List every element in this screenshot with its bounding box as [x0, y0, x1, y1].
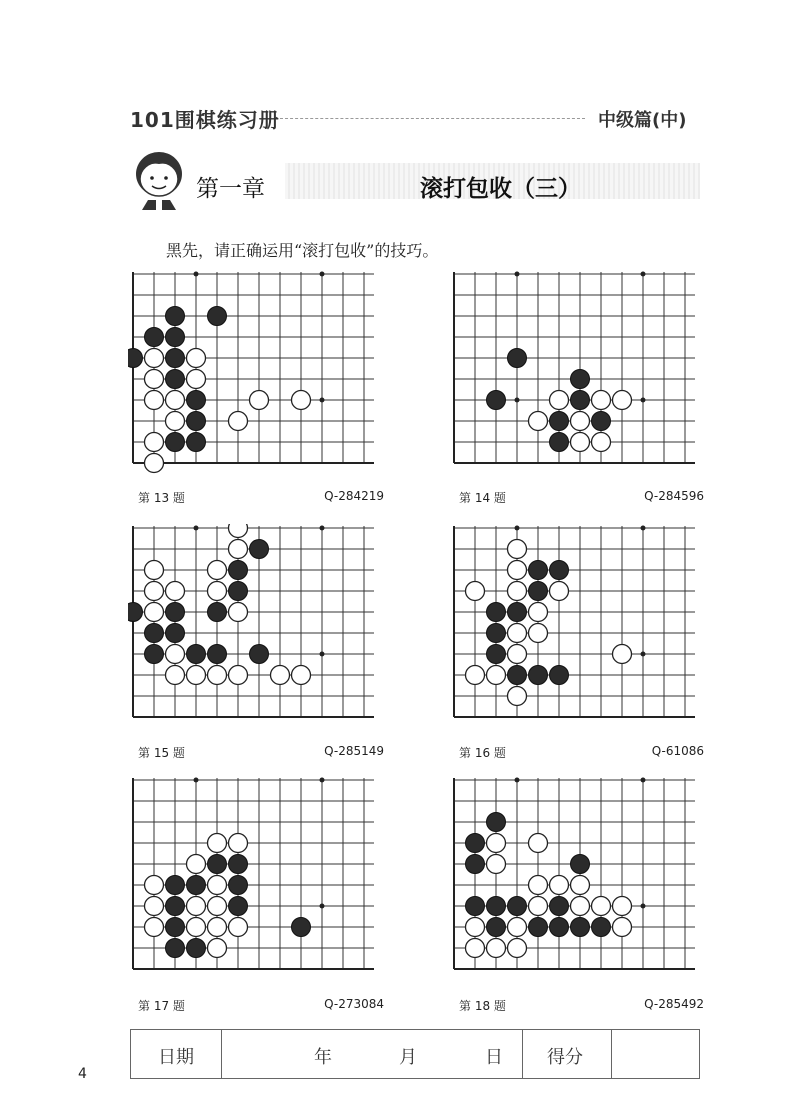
white-stone	[508, 918, 527, 937]
black-stone	[487, 624, 506, 643]
white-stone	[229, 524, 248, 538]
white-stone	[187, 918, 206, 937]
black-stone	[487, 813, 506, 832]
white-stone	[145, 349, 164, 368]
black-stone	[187, 876, 206, 895]
white-stone	[508, 582, 527, 601]
white-stone	[166, 582, 185, 601]
go-board-16	[449, 524, 705, 740]
black-stone	[529, 666, 548, 685]
white-stone	[550, 582, 569, 601]
white-stone	[208, 834, 227, 853]
white-stone	[487, 666, 506, 685]
black-stone	[571, 918, 590, 937]
white-stone	[271, 666, 290, 685]
date-entry-cell[interactable]	[222, 1030, 523, 1078]
white-stone	[208, 876, 227, 895]
black-stone	[571, 370, 590, 389]
white-stone	[145, 918, 164, 937]
workbook-title: 101围棋练习册	[130, 108, 280, 132]
black-stone	[466, 834, 485, 853]
star-point	[320, 778, 325, 783]
white-stone	[208, 897, 227, 916]
star-point	[641, 398, 646, 403]
workbook-level: 中级篇(中)	[598, 110, 687, 131]
white-stone	[229, 540, 248, 559]
white-stone	[208, 918, 227, 937]
black-stone	[166, 939, 185, 958]
white-stone	[508, 624, 527, 643]
white-stone	[529, 876, 548, 895]
black-stone	[487, 897, 506, 916]
white-stone	[529, 834, 548, 853]
child-avatar-icon	[132, 148, 186, 212]
white-stone	[187, 897, 206, 916]
black-stone	[466, 855, 485, 874]
white-stone	[187, 666, 206, 685]
chapter-number: 第一章	[196, 176, 265, 202]
white-stone	[466, 582, 485, 601]
black-stone	[250, 645, 269, 664]
white-stone	[145, 582, 164, 601]
problem-id: Q-284596	[644, 489, 704, 503]
go-board-18	[449, 776, 705, 992]
problem-number: 第 16 题	[459, 746, 506, 760]
star-point	[515, 778, 520, 783]
white-stone	[229, 666, 248, 685]
white-stone	[187, 370, 206, 389]
black-stone	[145, 328, 164, 347]
white-stone	[487, 834, 506, 853]
black-stone	[166, 433, 185, 452]
problem-id: Q-284219	[324, 489, 384, 503]
white-stone	[550, 876, 569, 895]
white-stone	[571, 897, 590, 916]
black-stone	[592, 918, 611, 937]
problem-id: Q-273084	[324, 997, 384, 1011]
star-point	[320, 652, 325, 657]
black-stone	[166, 876, 185, 895]
problem-id: Q-285149	[324, 744, 384, 758]
star-point	[320, 272, 325, 277]
black-stone	[508, 666, 527, 685]
white-stone	[613, 897, 632, 916]
white-stone	[529, 897, 548, 916]
white-stone	[466, 918, 485, 937]
star-point	[194, 778, 199, 783]
black-stone	[550, 918, 569, 937]
black-stone	[128, 603, 143, 622]
go-board-17	[128, 776, 384, 992]
white-stone	[292, 666, 311, 685]
page-number: 4	[78, 1066, 87, 1082]
white-stone	[508, 561, 527, 580]
white-stone	[487, 855, 506, 874]
black-stone	[487, 645, 506, 664]
white-stone	[508, 540, 527, 559]
white-stone	[529, 624, 548, 643]
black-stone	[550, 666, 569, 685]
white-stone	[145, 370, 164, 389]
score-label-cell	[523, 1030, 612, 1078]
black-stone	[166, 370, 185, 389]
black-stone	[229, 855, 248, 874]
black-stone	[145, 645, 164, 664]
black-stone	[487, 603, 506, 622]
white-stone	[166, 666, 185, 685]
black-stone	[187, 391, 206, 410]
black-stone	[166, 897, 185, 916]
black-stone	[250, 540, 269, 559]
black-stone	[508, 897, 527, 916]
instruction-text: 黑先，请正确运用“滚打包收”的技巧。	[166, 241, 439, 260]
black-stone	[166, 624, 185, 643]
black-stone	[208, 603, 227, 622]
star-point	[641, 778, 646, 783]
black-stone	[128, 349, 143, 368]
year-label: 年	[314, 1047, 332, 1068]
black-stone	[529, 561, 548, 580]
white-stone	[229, 412, 248, 431]
white-stone	[229, 603, 248, 622]
star-point	[320, 526, 325, 531]
black-stone	[208, 645, 227, 664]
white-stone	[166, 391, 185, 410]
star-point	[515, 272, 520, 277]
day-label: 日	[485, 1047, 503, 1068]
white-stone	[613, 645, 632, 664]
problem-id: Q-285492	[644, 997, 704, 1011]
white-stone	[208, 582, 227, 601]
white-stone	[145, 433, 164, 452]
star-point	[320, 398, 325, 403]
date-label: 日期	[158, 1047, 194, 1068]
month-label: 月	[399, 1047, 417, 1068]
black-stone	[208, 855, 227, 874]
black-stone	[187, 433, 206, 452]
star-point	[641, 272, 646, 277]
go-board-15	[128, 524, 384, 740]
black-stone	[229, 561, 248, 580]
black-stone	[187, 412, 206, 431]
white-stone	[592, 433, 611, 452]
white-stone	[208, 666, 227, 685]
header-divider	[280, 118, 585, 119]
black-stone	[229, 876, 248, 895]
white-stone	[529, 603, 548, 622]
black-stone	[292, 918, 311, 937]
star-point	[515, 526, 520, 531]
white-stone	[508, 687, 527, 706]
white-stone	[550, 391, 569, 410]
white-stone	[145, 603, 164, 622]
white-stone	[145, 454, 164, 473]
star-point	[320, 904, 325, 909]
white-stone	[508, 939, 527, 958]
black-stone	[592, 412, 611, 431]
problem-number: 第 15 题	[138, 746, 185, 760]
go-board-14	[449, 270, 705, 486]
white-stone	[466, 939, 485, 958]
chapter-title: 滚打包收（三）	[420, 175, 581, 202]
star-point	[194, 526, 199, 531]
problem-number: 第 17 题	[138, 999, 185, 1013]
white-stone	[613, 391, 632, 410]
problem-id: Q-61086	[651, 744, 704, 758]
black-stone	[550, 897, 569, 916]
white-stone	[592, 391, 611, 410]
black-stone	[550, 433, 569, 452]
black-stone	[550, 412, 569, 431]
go-board-13	[128, 270, 384, 486]
white-stone	[229, 918, 248, 937]
white-stone	[250, 391, 269, 410]
white-stone	[466, 666, 485, 685]
black-stone	[166, 918, 185, 937]
black-stone	[529, 582, 548, 601]
black-stone	[166, 307, 185, 326]
black-stone	[529, 918, 548, 937]
white-stone	[187, 855, 206, 874]
white-stone	[613, 918, 632, 937]
white-stone	[592, 897, 611, 916]
white-stone	[145, 897, 164, 916]
white-stone	[187, 349, 206, 368]
star-point	[515, 398, 520, 403]
white-stone	[487, 939, 506, 958]
white-stone	[529, 412, 548, 431]
star-point	[194, 272, 199, 277]
black-stone	[208, 307, 227, 326]
black-stone	[487, 918, 506, 937]
star-point	[641, 526, 646, 531]
white-stone	[571, 876, 590, 895]
black-stone	[487, 391, 506, 410]
white-stone	[145, 876, 164, 895]
black-stone	[508, 603, 527, 622]
white-stone	[571, 412, 590, 431]
star-point	[641, 652, 646, 657]
white-stone	[571, 433, 590, 452]
white-stone	[145, 391, 164, 410]
score-label: 得分	[547, 1047, 583, 1068]
black-stone	[166, 349, 185, 368]
black-stone	[571, 391, 590, 410]
white-stone	[229, 834, 248, 853]
star-point	[641, 904, 646, 909]
white-stone	[292, 391, 311, 410]
black-stone	[229, 582, 248, 601]
score-entry-cell[interactable]	[612, 1030, 699, 1078]
black-stone	[166, 603, 185, 622]
black-stone	[166, 328, 185, 347]
black-stone	[187, 645, 206, 664]
black-stone	[466, 897, 485, 916]
problem-number: 第 13 题	[138, 491, 185, 505]
white-stone	[166, 412, 185, 431]
black-stone	[550, 561, 569, 580]
problem-number: 第 14 题	[459, 491, 506, 505]
black-stone	[571, 855, 590, 874]
black-stone	[145, 624, 164, 643]
white-stone	[208, 561, 227, 580]
black-stone	[508, 349, 527, 368]
white-stone	[166, 645, 185, 664]
white-stone	[145, 561, 164, 580]
white-stone	[208, 939, 227, 958]
score-record-box	[130, 1029, 700, 1079]
problem-number: 第 18 题	[459, 999, 506, 1013]
black-stone	[229, 897, 248, 916]
date-label-cell	[131, 1030, 222, 1078]
white-stone	[508, 645, 527, 664]
black-stone	[187, 939, 206, 958]
